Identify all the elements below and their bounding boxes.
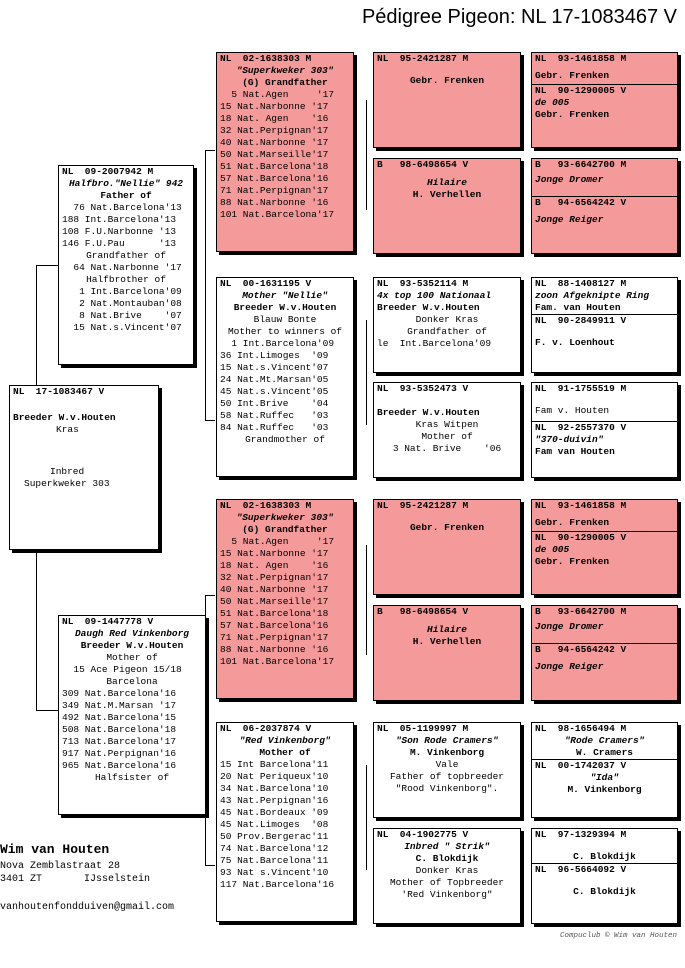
result: 101 Nat.Barcelona'17 — [220, 209, 335, 220]
result: 3 Nat. Brive '06 — [392, 443, 502, 454]
result: 57 Nat.Barcelona'16 — [220, 173, 329, 184]
result: 32 Nat.Perpignan'17 — [220, 125, 329, 136]
pigeon-card-a3[interactable] — [531, 277, 678, 373]
pigeon-name: Hilaire — [427, 624, 467, 635]
owner-name: Wim van Houten — [0, 842, 110, 857]
footer-credit: Compuclub © Wim van Houten — [559, 932, 677, 940]
ring-number: NL 96-5664092 V — [535, 864, 627, 875]
owner: Gebr. Frenken — [535, 556, 610, 567]
ring-number: B 94-6564242 V — [535, 197, 627, 208]
result: 508 Nat.Barcelona'18 — [62, 724, 177, 735]
pigeon-card-g1[interactable] — [373, 52, 521, 148]
ring-number: NL 09-2007942 M — [62, 166, 154, 177]
breeder: Breeder W.v.Houten — [13, 412, 116, 423]
owner: M. Vinkenborg — [567, 784, 642, 795]
result: 101 Nat.Barcelona'17 — [220, 656, 335, 667]
owner: Gebr. Frenken — [535, 70, 610, 81]
result: 5 Nat.Agen '17 — [220, 536, 335, 547]
role: Mother of — [106, 652, 158, 663]
pigeon-card-a2[interactable] — [531, 158, 678, 254]
result: 50 Prov.Bergerac'11 — [220, 831, 329, 842]
result: 18 Nat. Agen '16 — [220, 113, 329, 124]
owner: Gebr. Frenken — [409, 522, 485, 533]
pigeon-name: "Rode Cramers" — [564, 735, 645, 746]
ring-number: NL 88-1408127 M — [535, 278, 627, 289]
ring-number: B 93-6642700 M — [535, 606, 627, 617]
role: Grandfather of — [407, 326, 487, 337]
pigeon-card-a1[interactable] — [531, 52, 678, 148]
pigeon-name: de 005 — [535, 97, 570, 108]
pigeon-card-a7[interactable] — [531, 722, 678, 818]
owner: C. Blokdijk — [573, 851, 636, 862]
result: 15 Nat.s.Vincent'07 — [220, 362, 329, 373]
ring-number: NL 09-1447778 V — [62, 616, 154, 627]
pigeon-card-a8[interactable] — [531, 828, 678, 924]
result: 24 Nat.Mt.Marsan'05 — [220, 374, 329, 385]
owner: Fam van Houten — [535, 446, 615, 457]
pigeon-card-dam-dam[interactable] — [216, 722, 354, 922]
connector-line — [205, 595, 215, 596]
pigeon-card-dam[interactable] — [58, 615, 206, 815]
owner: C. Blokdijk — [573, 886, 636, 897]
result: 15 Int Barcelona'11 — [220, 759, 329, 770]
pigeon-card-subject[interactable] — [9, 385, 159, 550]
connector-line — [366, 765, 367, 870]
result: 965 Nat.Barcelona'16 — [62, 760, 177, 771]
connector-line — [366, 100, 367, 210]
result: 117 Nat.Barcelona'16 — [220, 879, 335, 890]
result: 71 Nat.Perpignan'17 — [220, 632, 329, 643]
pigeon-name: Mother "Nellie" — [242, 290, 328, 301]
connector-line — [205, 865, 215, 866]
breeder: Breeder W.v.Houten — [377, 407, 480, 418]
role: Father of — [100, 190, 152, 201]
role: Mother to winners of — [227, 326, 343, 337]
owner: Gebr. Frenken — [535, 109, 610, 120]
owner: Gebr. Frenken — [535, 517, 610, 528]
connector-line — [366, 320, 367, 425]
result: 20 Nat Periqueux'10 — [220, 771, 329, 782]
owner: Fam v. Houten — [535, 405, 610, 416]
pigeon-name: Jonge Dromer — [535, 174, 604, 185]
note: 'Red Vinkenborg" — [401, 889, 493, 900]
ring-number: NL 93-5352473 V — [377, 383, 469, 394]
color: Donker Kras — [415, 314, 479, 325]
ring-number: NL 90-1290005 V — [535, 532, 627, 543]
result: Grandmother of — [245, 434, 325, 445]
connector-line — [36, 265, 58, 266]
pigeon-name: Jonge Reiger — [535, 214, 604, 225]
result: 2 Nat.Montauban'08 — [62, 298, 182, 309]
pigeon-name: Inbred " Strik" — [404, 841, 490, 852]
ring-number: NL 92-2557370 V — [535, 422, 627, 433]
pigeon-name: "Son Rode Cramers" — [395, 735, 499, 746]
pigeon-name: de 005 — [535, 544, 570, 555]
result: 15 Nat.Narbonne '17 — [220, 548, 329, 559]
connector-line — [36, 265, 37, 387]
ring-number: NL 93-1461858 M — [535, 500, 627, 511]
pigeon-card-g5[interactable] — [373, 499, 521, 595]
result: 57 Nat.Barcelona'16 — [220, 620, 329, 631]
result: 51 Nat.Barcelona'18 — [220, 608, 329, 619]
result: 18 Nat. Agen '16 — [220, 560, 329, 571]
color: Kras Witpen — [415, 419, 479, 430]
result: 51 Nat.Barcelona'18 — [220, 161, 329, 172]
result: 713 Nat.Barcelona'17 — [62, 736, 177, 747]
owner: C. Blokdijk — [415, 853, 479, 864]
color: Blauw Bonte — [253, 314, 317, 325]
result: 1 Int.Barcelona'09 — [62, 286, 182, 297]
owner-street: Nova Zemblastraat 28 — [0, 861, 121, 872]
owner: Fam. van Houten — [535, 302, 621, 313]
note: Inbred — [50, 466, 85, 477]
result: 146 F.U.Pau '13 — [62, 238, 177, 249]
connector-line — [205, 420, 215, 421]
result: 40 Nat.Narbonne '17 — [220, 584, 329, 595]
pigeon-name: Jonge Reiger — [535, 661, 604, 672]
pigeon-name: Daugh Red Vinkenborg — [74, 628, 190, 639]
role: (G) Grandfather — [242, 524, 328, 535]
connector-line — [36, 526, 37, 710]
pigeon-name: "Red Vinkenborg" — [239, 735, 331, 746]
result: Grandfather of — [86, 250, 166, 261]
result: 917 Nat.Perpignan'16 — [62, 748, 177, 759]
result: 71 Nat.Perpignan'17 — [220, 185, 329, 196]
result: Barcelona — [106, 676, 158, 687]
result: 108 F.U.Narbonne '13 — [62, 226, 177, 237]
note: Superkweker 303 — [24, 478, 110, 489]
ring-number: NL 95-2421287 M — [377, 53, 469, 64]
owner: H. Verhellen — [412, 189, 482, 200]
breeder: Breeder W.v.Houten — [80, 640, 184, 651]
connector-line — [205, 150, 206, 420]
pigeon-name: 4x top 100 Nationaal — [377, 290, 492, 301]
result: Halfbrother of — [86, 274, 166, 285]
result: 492 Nat.Barcelona'15 — [62, 712, 177, 723]
connector-line — [366, 545, 367, 655]
result: 15 Nat.s.Vincent'07 — [62, 322, 182, 333]
result: 5 Nat.Agen '17 — [220, 89, 335, 100]
note: Mother of Topbreeder — [389, 877, 505, 888]
result: 40 Nat.Narbonne '17 — [220, 137, 329, 148]
ring-number: NL 93-5352114 M — [377, 278, 469, 289]
owner-email[interactable]: vanhoutenfondduiven@gmail.com — [0, 902, 175, 913]
pigeon-card-g8[interactable] — [373, 828, 521, 924]
result: 50 Int.Brive '04 — [220, 398, 329, 409]
result: 74 Nat.Barcelona'12 — [220, 843, 329, 854]
result: 34 Nat.Barcelona'10 — [220, 783, 329, 794]
note: "Rood Vinkenborg". — [395, 783, 499, 794]
pigeon-card-g6[interactable] — [373, 605, 521, 701]
color: Donker Kras — [415, 865, 479, 876]
owner: F. v. Loenhout — [535, 337, 615, 348]
pigeon-name: Jonge Dromer — [535, 621, 604, 632]
role: Mother of — [421, 431, 473, 442]
result: 50 Nat.Marseille'17 — [220, 596, 329, 607]
pigeon-name: "Superkweker 303" — [236, 65, 334, 76]
connector-line — [36, 710, 58, 711]
pigeon-name: Halfbro."Nellie" 942 — [68, 178, 184, 189]
ring-number: NL 05-1199997 M — [377, 723, 469, 734]
pigeon-card-a5[interactable] — [531, 499, 678, 595]
pigeon-card-g2[interactable] — [373, 158, 521, 254]
result: 349 Nat.M.Marsan '17 — [62, 700, 177, 711]
result: 309 Nat.Barcelona'16 — [62, 688, 177, 699]
result: 88 Nat.Narbonne '16 — [220, 644, 329, 655]
owner: W. Cramers — [575, 747, 633, 758]
ring-number: NL 06-2037874 V — [220, 723, 312, 734]
ring-number: NL 00-1742037 V — [535, 760, 627, 771]
result: 58 Nat.Ruffec '03 — [220, 410, 329, 421]
owner: M. Vinkenborg — [409, 747, 485, 758]
ring-number: B 98-6498654 V — [377, 159, 469, 170]
result: 75 Nat.Barcelona'11 — [220, 855, 329, 866]
ring-number: NL 93-1461858 M — [535, 53, 627, 64]
ring-number: NL 04-1902775 V — [377, 829, 469, 840]
role: Mother of — [259, 747, 311, 758]
ring-number: NL 97-1329394 M — [535, 829, 627, 840]
breeder: Breeder W.v.Houten — [233, 302, 337, 313]
pigeon-card-sire-sire[interactable] — [216, 52, 354, 252]
result: 84 Nat.Ruffec '03 — [220, 422, 329, 433]
result: Halfsister of — [94, 772, 170, 783]
ring-number: NL 91-1755519 M — [535, 383, 627, 394]
pigeon-card-dam-sire[interactable] — [216, 499, 354, 699]
result: 88 Nat.Narbonne '16 — [220, 197, 329, 208]
ring-number: NL 02-1638303 M — [220, 53, 312, 64]
color: Kras — [56, 424, 79, 435]
result: 8 Nat.Brive '07 — [62, 310, 182, 321]
ring-number: B 94-6564242 V — [535, 644, 627, 655]
pigeon-name: "Superkweker 303" — [236, 512, 334, 523]
note: Father of topbreeder — [389, 771, 505, 782]
ring-number: NL 95-2421287 M — [377, 500, 469, 511]
pigeon-card-sire[interactable] — [58, 165, 194, 365]
result: 45 Nat.s.Vincent'05 — [220, 386, 329, 397]
result: 45 Nat.Bordeaux '09 — [220, 807, 329, 818]
result: 64 Nat.Narbonne '17 — [62, 262, 182, 273]
result: 36 Int.Limoges '09 — [220, 350, 329, 361]
result: 15 Nat.Narbonne '17 — [220, 101, 329, 112]
connector-line — [205, 150, 215, 151]
pigeon-card-a4[interactable] — [531, 382, 678, 478]
pigeon-name: "Ida" — [590, 772, 619, 783]
result: 50 Nat.Marseille'17 — [220, 149, 329, 160]
pigeon-card-a6[interactable] — [531, 605, 678, 701]
result: 1 Int.Barcelona'09 — [220, 338, 335, 349]
ring-number: NL 98-1656494 M — [535, 723, 627, 734]
result: le Int.Barcelona'09 — [377, 338, 492, 349]
owner: Gebr. Frenken — [409, 75, 485, 86]
pigeon-card-g4[interactable] — [373, 382, 521, 478]
page-title: Pédigree Pigeon: NL 17-1083467 V — [361, 6, 677, 28]
pigeon-name: zoon Afgeknipte Ring — [535, 290, 650, 301]
ring-number: NL 00-1631195 V — [220, 278, 312, 289]
pigeon-name: "370-duivin" — [535, 434, 604, 445]
ring-number: NL 90-1290005 V — [535, 85, 627, 96]
result: 15 Ace Pigeon 15/18 — [62, 664, 182, 675]
ring-number: NL 90-2849911 V — [535, 315, 627, 326]
result: 32 Nat.Perpignan'17 — [220, 572, 329, 583]
color: Vale — [435, 759, 459, 770]
ring-number: NL 17-1083467 V — [13, 386, 105, 397]
role: (G) Grandfather — [242, 77, 328, 88]
pigeon-card-g3[interactable] — [373, 277, 521, 373]
pigeon-card-sire-dam[interactable] — [216, 277, 354, 477]
pigeon-card-g7[interactable] — [373, 722, 521, 818]
result: 43 Nat.Perpignan'16 — [220, 795, 329, 806]
result: 76 Nat.Barcelona'13 — [62, 202, 182, 213]
owner: H. Verhellen — [412, 636, 482, 647]
result: 188 Int.Barcelona'13 — [62, 214, 177, 225]
ring-number: B 98-6498654 V — [377, 606, 469, 617]
ring-number: NL 02-1638303 M — [220, 500, 312, 511]
owner-city: 3401 ZT IJsselstein — [0, 874, 151, 885]
result: 45 Nat.Limoges '08 — [220, 819, 329, 830]
pigeon-name: Hilaire — [427, 177, 467, 188]
result: 93 Nat s.Vincent'10 — [220, 867, 329, 878]
ring-number: B 93-6642700 M — [535, 159, 627, 170]
breeder: Breeder W.v.Houten — [377, 302, 480, 313]
